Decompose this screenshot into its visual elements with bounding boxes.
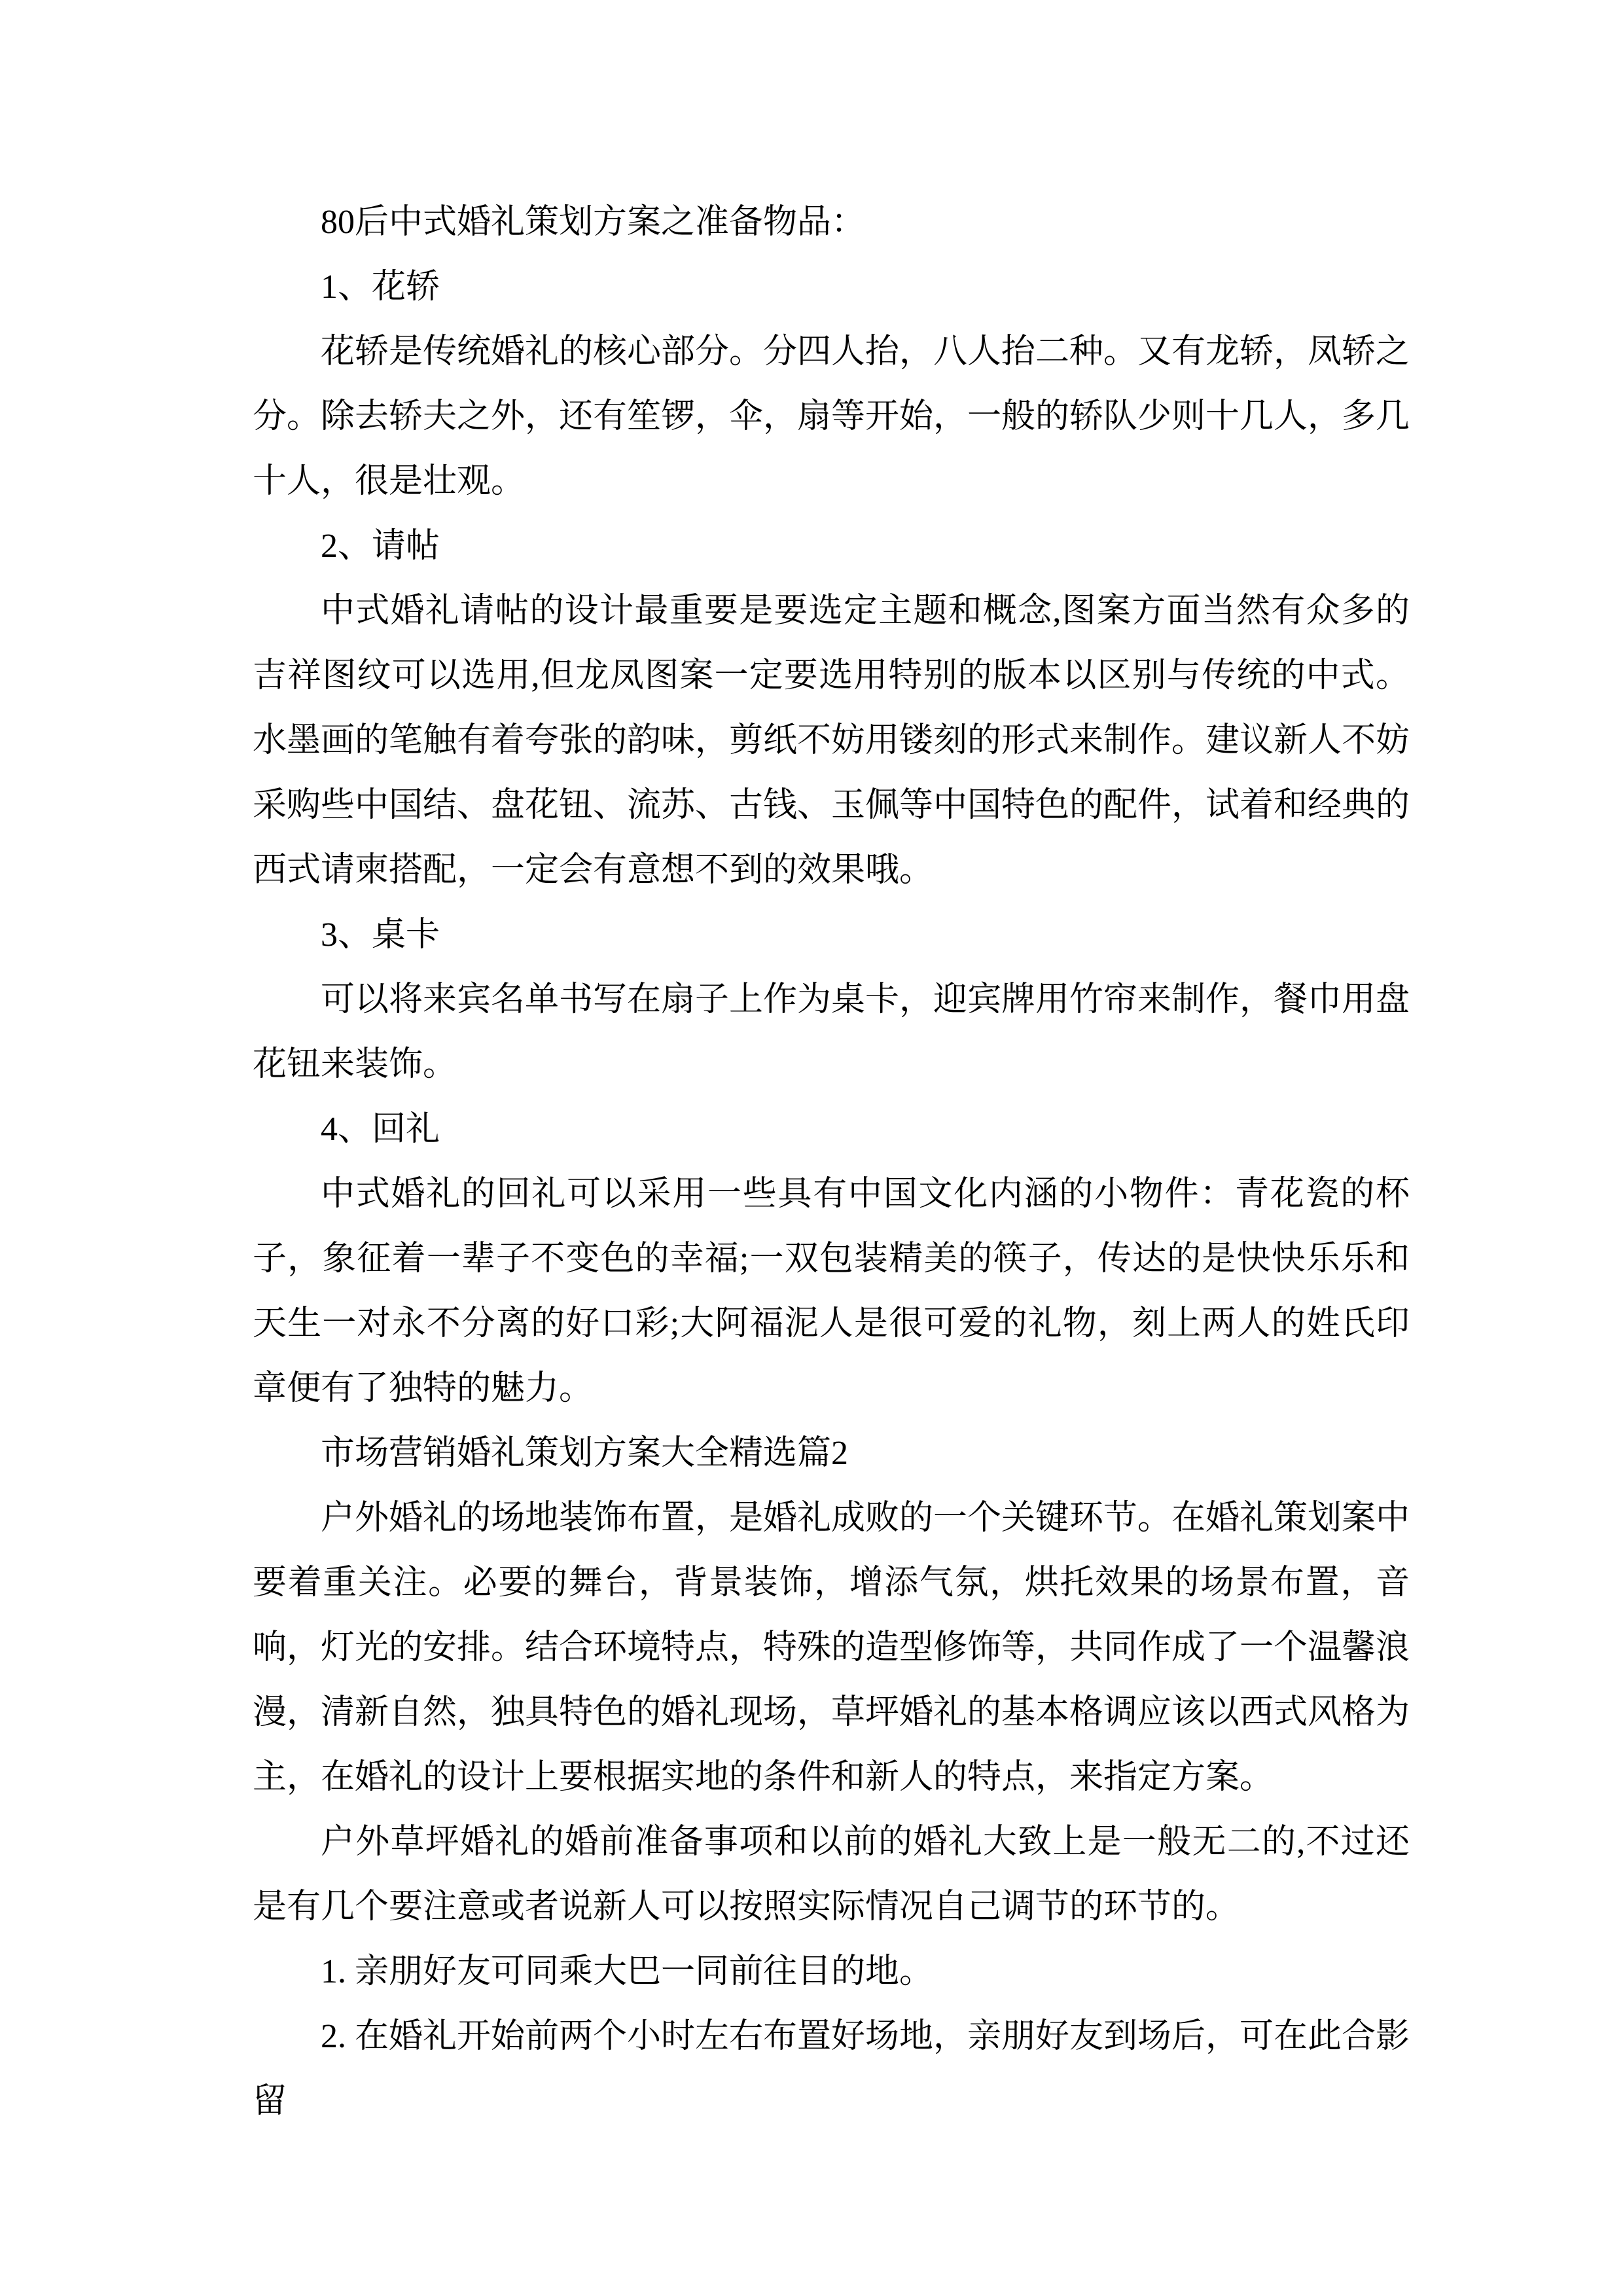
list-heading-3: 3、桌卡 [321,916,440,954]
list-heading-2: 2、请帖 [321,528,440,565]
section-title: 市场营销婚礼策划方案大全精选篇2 [321,1435,849,1472]
intro-heading: 80后中式婚礼策划方案之准备物品： [321,204,866,241]
paragraph: 户外草坪婚礼的婚前准备事项和以前的婚礼大致上是一般无二的,不过还是有几个要注意或者说新人可以按照实际情况自己调节的环节的。 [253,1823,1410,1926]
paragraph: 户外婚礼的场地装饰布置，是婚礼成败的一个关键环节。在婚礼策划案中要着重关注。必要的舞台，背景装饰，增添气氛，烘托效果的场景布置，音响，灯光的安排。结合环境特点，特殊的造型修饰等，共同作成了一个温馨浪漫，清新自然，独具特色的婚礼现场，草坪婚礼的基本格调应该以西式风格为主，在婚礼的设计上要根据实地的条件和新人的特点，来指定方案。 [253,1499,1410,1796]
paragraph: 中式婚礼请帖的设计最重要是要选定主题和概念,图案方面当然有众多的吉祥图纹可以选用,但龙凤图案一定要选用特别的版本以区别与传统的中式。水墨画的笔触有着夸张的韵味，剪纸不妨用镂刻的形式来制作。建议新人不妨采购些中国结、盘花钮、流苏、古钱、玉佩等中国特色的配件，试着和经典的西式请柬搭配，一定会有意想不到的效果哦。 [253,592,1410,889]
paragraph: 可以将来宾名单书写在扇子上作为桌卡，迎宾牌用竹帘来制作，餐巾用盘花钮来装饰。 [253,981,1410,1083]
numbered-item-2: 2. 在婚礼开始前两个小时左右布置好场地，亲朋好友到场后，可在此合影留 [253,2018,1410,2120]
paragraph: 中式婚礼的回礼可以采用一些具有中国文化内涵的小物件：青花瓷的杯子，象征着一辈子不变色的幸福;一双包装精美的筷子，传达的是快快乐乐和天生一对永不分离的好口彩;大阿福泥人是很可爱的礼物，刻上两人的姓氏印章便有了独特的魅力。 [253,1175,1410,1407]
paragraph: 花轿是传统婚礼的核心部分。分四人抬，八人抬二种。又有龙轿，凤轿之分。除去轿夫之外，还有笙锣，伞，扇等开始，一般的轿队少则十几人，多几十人，很是壮观。 [253,333,1410,500]
list-heading-1: 1、花轿 [321,268,440,306]
numbered-item-1: 1. 亲朋好友可同乘大巴一同前往目的地。 [321,1953,934,1990]
list-heading-4: 4、回礼 [321,1111,440,1148]
document-content [253,190,1410,2134]
